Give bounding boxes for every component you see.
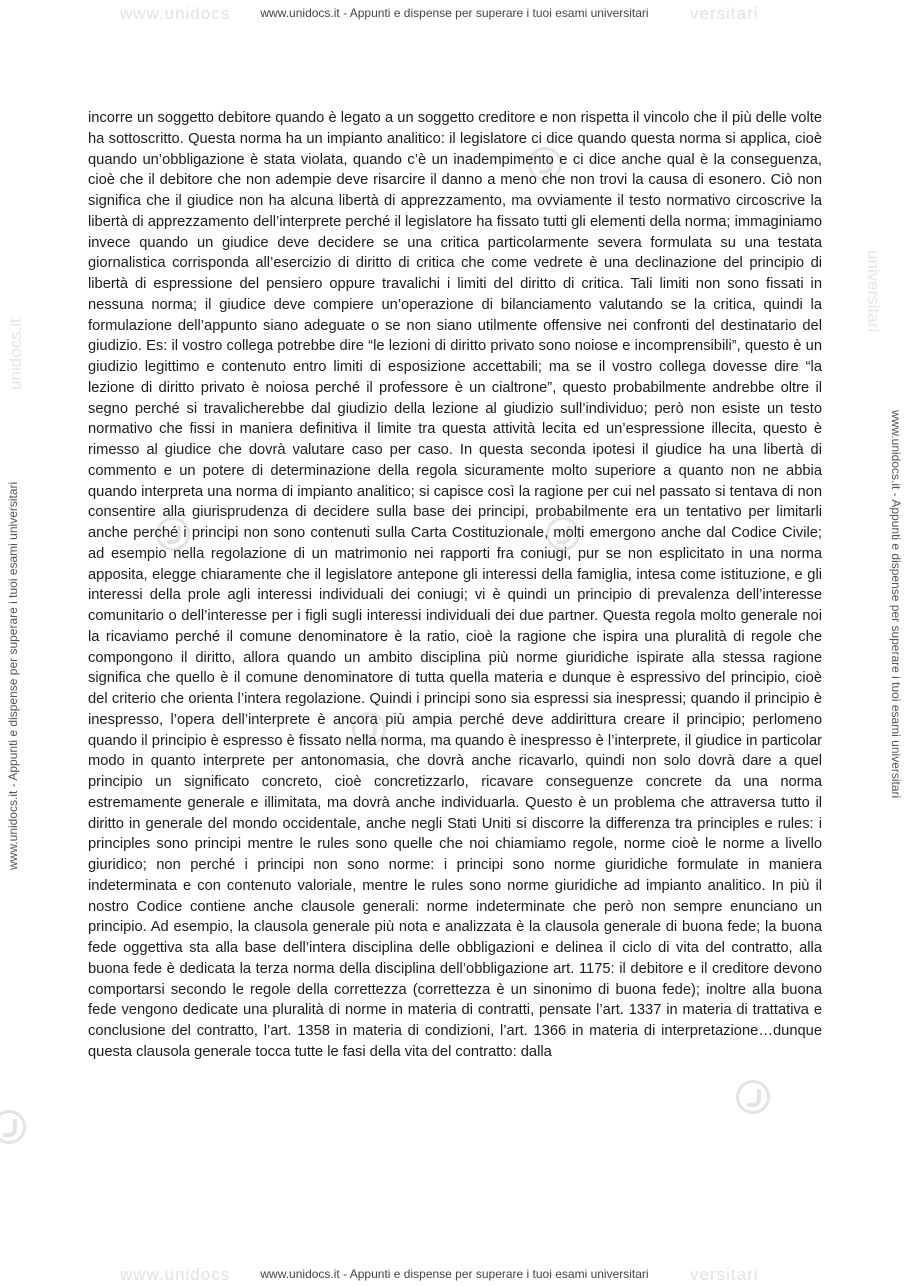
unidocs-logo-icon	[0, 1110, 26, 1144]
ghost-watermark-top-left: www.unidocs	[120, 4, 231, 23]
side-ghost-watermark-left: unidocs.it	[6, 318, 25, 390]
footer-watermark: www.unidocs.it - Appunti e dispense per superare i tuoi esami universitari	[260, 1267, 649, 1281]
unidocs-logo-icon	[736, 1080, 770, 1114]
ghost-watermark-bottom-left: www.unidocs	[120, 1265, 231, 1284]
body-paragraph: incorre un soggetto debitore quando è legato a un soggetto creditore e non rispetta il vincolo che il più delle volte ha sottoscritto. Questa norma ha un impianto analitico: il legislatore ci dice quando questa norma si applica, cioè quando un’obbligazione è stata violata, quando c’è un inadempimento e ci dice anche qual è la conseguenza, cioè che il debitore che non adempie deve risarcire il danno a meno che non trovi la causa di esonero. Ciò non significa che il giudice non ha alcuna libertà di apprezzamento, ma ovviamente il testo normativo circoscrive la libertà di apprezzamento dell’interprete perché il legislatore ha fissato tutti gli elementi della norma; immaginiamo invece quando un giudice deve decidere se una critica particolarmente severa formulata su una testata giornalistica corrisponda all’esercizio di diritto di critica che come vedrete è una declinazione del principio di libertà di espressione del pensiero oppure travalichi i limiti del diritto di critica. Tali limiti non sono fissati in nessuna norma; il giudice deve compiere un’operazione di bilanciamento valutando se la critica, quindi la formulazione dell’appunto siano adeguate o se non siano utilmente offensive nei confronti del destinatario del giudizio. Es: il vostro collega potrebbe dire “le lezioni di diritto privato sono noiose e incomprensibili”, questo è un giudizio legittimo e contenuto entro limiti di esposizione accettabili; ma se il vostro collega dovesse dire “la lezione di diritto privato è noiosa perché il professore è un cialtrone”, questo probabilmente andrebbe oltre il segno perché si travalicherebbe dal giudizio della lezione al giudizio sull’individuo; però non esiste un testo normativo che fissi in maniera definitiva il limite tra questa attività lecita ed un’espressione illecita, questo è rimesso al giudice che dovrà valutare caso per caso. In questa seconda ipotesi il giudice ha una libertà di commento e un potere di determinazione della regola sicuramente molto superiore a quanto non ne abbia quando interpreta una norma di impianto analitico; si capisce così la ragione per cui nel passato si tentava di non consentire alla giurisprudenza di decidere sulla base dei principi, probabilmente era un tentativo per limitarli anche perché i principi non sono contenuti sulla Carta Costituzionale, molti emergono anche dal Codice Civile; ad esempio nella regolazione di un matrimonio nei rapporti fra coniugi, pur se non esplicitato in una norma apposita, elegge chiaramente che il legislatore antepone gli interessi della famiglia, intesa come istituzione, e gli interessi della prole agli interessi individuali dei coniugi; vi è quindi un principio di prevalenza dell’interesse comunitario o dell’interesse per i figli sugli interessi individuali dei due partner. Questa regola molto generale noi la ricaviamo perché il comune denominatore è la ratio, cioè la ragione che ispira una pluralità di regole che compongono il diritto, allora quando un ambito disciplina più norme giuridiche ispirate alla stessa ragione significa che quello è il comune denominatore di tutta quella materia e dunque è espressivo del principio, cioè del criterio che orienta l’intera regolazione. Quindi i principi sono sia espressi sia inespressi; quando il principio è inespresso, l’opera dell’interprete è ancora più ampia perché deve addirittura creare il principio; perlomeno quando il principio è espresso è fissato nella norma, ma quando è inespresso è l’interprete, il giudice in particolar modo in quanto interprete per antonomasia, che dovrà anche ricavarlo, quindi non solo dovrà dare a quel principio un significato concreto, cioè concretizzarlo, ricavare conseguenze concrete da una norma estremamente generale e illimitata, ma dovrà anche individuarla. Questo è un problema che attraversa tutto il diritto in generale del mondo occidentale, anche negli Stati Uniti si discorre la differenza tra principles e rules: i principles sono principi mentre le rules sono quelle che noi chiamiamo regole, norme cioè le norme a livello giuridico; non perché i principi non sono norme: i principi sono norme giuridiche formulate in maniera indeterminata e con contenuto valoriale, mentre le rules sono norme giuridiche ad impianto analitico. In più il nostro Codice contiene anche clausole generali: norme indeterminate che però non sempre enunciano un principio. Ad esempio, la clausola generale più nota e analizzata è la clausola generale di buona fede; la buona fede oggettiva sta alla base dell’intera disciplina delle obbligazioni e delinea il ciclo di vita del contratto, alla buona fede è dedicata la terza norma della disciplina dell’obbligazione art. 1175: il debitore e il creditore devono comportarsi secondo le regole della correttezza (correttezza è un sinonimo di buona fede); inoltre alla buona fede vengono dedicate una pluralità di norme in materia di contratti, pensate l’art. 1337 in materia di trattativa e conclusione del contratto, l’art. 1358 in materia di condizioni, l’art. 1366 in materia di interpretazione…dunque questa clausola generale tocca tutte le fasi della vita del contratto: dalla	[88, 110, 822, 1060]
document-body	[88, 108, 822, 1063]
side-ghost-watermark-right: universitari	[864, 250, 883, 333]
ghost-watermark-top-right: versitari	[690, 4, 759, 23]
ghost-watermark-bottom-right: versitari	[690, 1265, 759, 1284]
header-watermark: www.unidocs.it - Appunti e dispense per superare i tuoi esami universitari	[260, 6, 649, 20]
side-watermark-right: www.unidocs.it - Appunti e dispense per superare i tuoi esami universitari	[889, 410, 903, 799]
side-watermark-left: www.unidocs.it - Appunti e dispense per superare i tuoi esami universitari	[6, 481, 20, 870]
